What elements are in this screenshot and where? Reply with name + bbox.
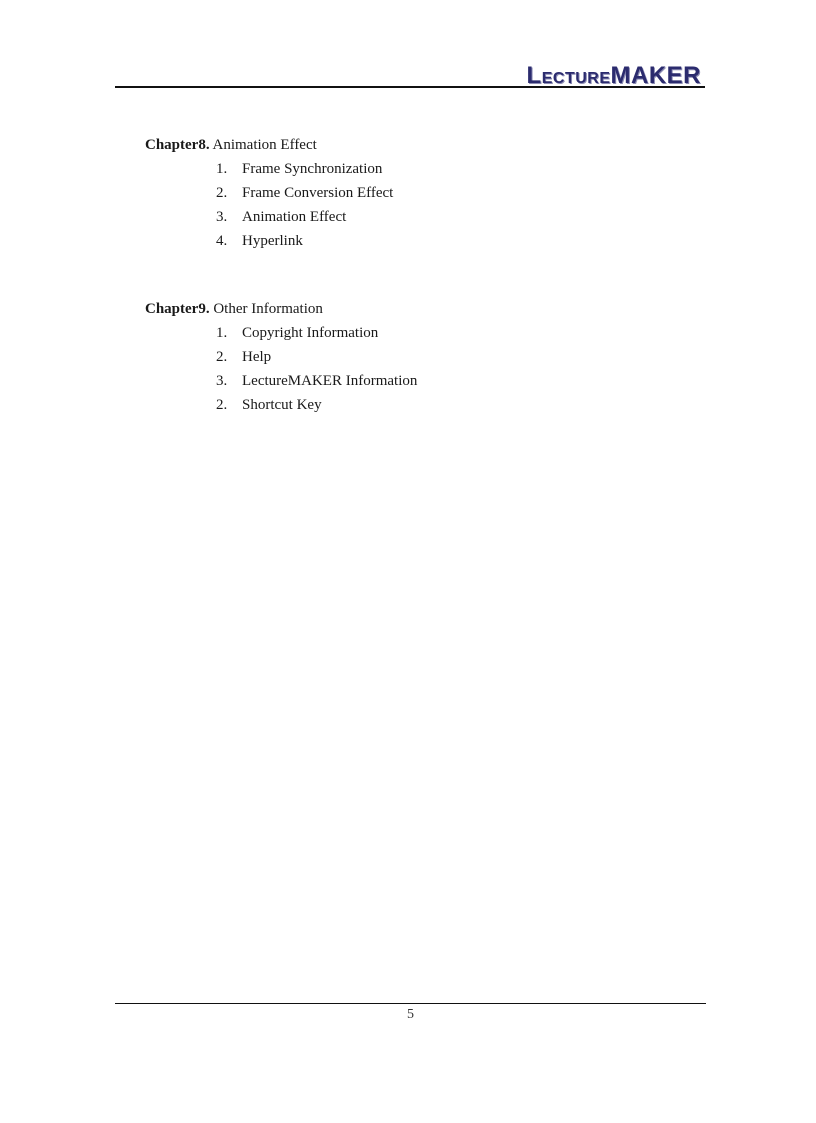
header-rule: [115, 86, 705, 88]
item-text: Frame Conversion Effect: [242, 185, 394, 201]
item-text: Hyperlink: [242, 233, 303, 249]
table-of-contents: [145, 135, 705, 463]
item-number: 4.: [216, 233, 228, 249]
lecturemaker-logo: LECTUREMAKER: [526, 62, 701, 89]
chapter-title: Other Information: [213, 301, 323, 317]
page-header: [115, 58, 705, 90]
item-text: Help: [242, 349, 272, 365]
item-text: LectureMAKER Information: [242, 373, 418, 389]
list-item: [145, 159, 705, 179]
chapter-title: Animation Effect: [212, 137, 317, 153]
list-item: [145, 207, 705, 227]
footer-rule: [115, 1003, 706, 1004]
list-item: [145, 323, 705, 343]
chapter-label: Chapter8.: [145, 137, 210, 153]
list-item: [145, 231, 705, 251]
page-footer: [115, 1003, 706, 1023]
item-text: Frame Synchronization: [242, 161, 383, 177]
chapter-item-list: [145, 323, 705, 415]
page-number: 5: [407, 1007, 414, 1022]
chapter-8-section: [145, 135, 705, 251]
list-item: [145, 371, 705, 391]
item-number: 3.: [216, 373, 228, 389]
chapter-9-section: [145, 299, 705, 415]
item-number: 1.: [216, 161, 228, 177]
list-item: [145, 183, 705, 203]
item-number: 1.: [216, 325, 228, 341]
list-item: [145, 395, 705, 415]
chapter-heading: [145, 135, 705, 155]
item-number: 2.: [216, 397, 228, 413]
chapter-heading: [145, 299, 705, 319]
item-number: 2.: [216, 349, 228, 365]
item-text: Shortcut Key: [242, 397, 322, 413]
item-number: 3.: [216, 209, 228, 225]
chapter-item-list: [145, 159, 705, 251]
list-item: [145, 347, 705, 367]
item-number: 2.: [216, 185, 228, 201]
chapter-label: Chapter9.: [145, 301, 210, 317]
item-text: Animation Effect: [242, 209, 347, 225]
item-text: Copyright Information: [242, 325, 379, 341]
